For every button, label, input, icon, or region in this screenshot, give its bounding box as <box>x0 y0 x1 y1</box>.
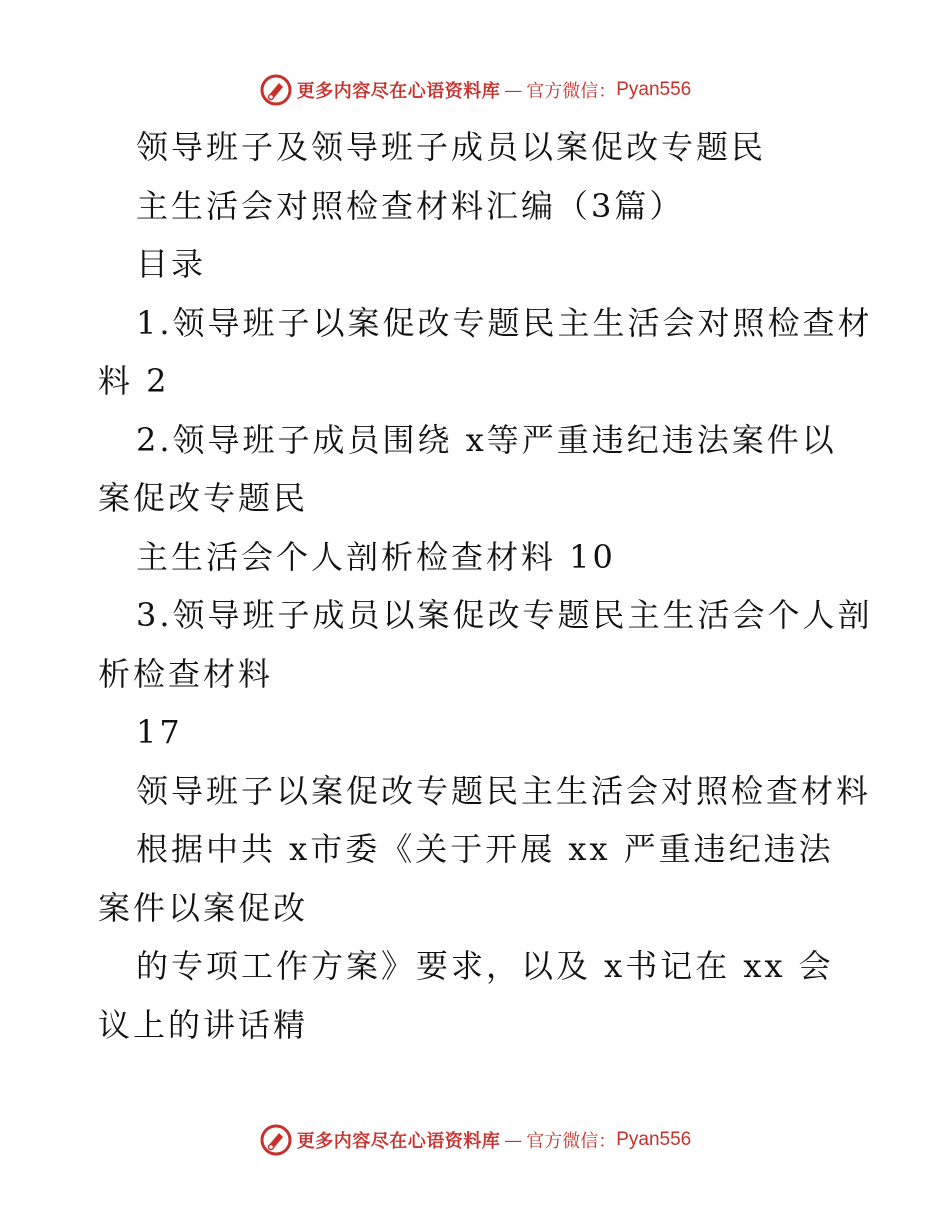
doc-line: 领导班子及领导班子成员以案促改专题民 <box>136 128 767 166</box>
doc-line: 主生活会对照检查材料汇编（3篇） <box>136 186 685 225</box>
doc-line: 析检查材料 <box>98 654 274 693</box>
wechat-id: Pyan556 <box>616 1129 692 1150</box>
banner-text: 更多内容尽在心语资料库 <box>296 81 501 102</box>
doc-line: 1.领导班子以案促改专题民主生活会对照检查材 <box>136 303 873 342</box>
wechat-label: 官方微信： <box>526 81 617 102</box>
doc-line: 主生活会个人剖析检查材料 10 <box>136 537 616 576</box>
doc-line: 目录 <box>136 245 207 283</box>
logo-icon <box>259 1123 293 1157</box>
banner-separator: — <box>504 1129 523 1151</box>
footer-banner <box>0 1120 950 1160</box>
doc-line: 2.领导班子成员围绕 x等严重违纪违法案件以 <box>136 420 837 459</box>
doc-line: 案件以案促改 <box>98 888 309 927</box>
doc-line: 领导班子以案促改专题民主生活会对照检查材料 <box>136 771 872 810</box>
doc-line: 17 <box>136 713 183 751</box>
header-banner <box>0 70 950 110</box>
doc-line: 根据中共 x市委《关于开展 xx 严重违纪违法 <box>136 830 834 868</box>
doc-line: 议上的讲话精 <box>98 1005 309 1044</box>
doc-line: 料 2 <box>98 362 170 400</box>
logo-icon <box>259 73 293 107</box>
banner-text: 更多内容尽在心语资料库 <box>296 1131 501 1152</box>
banner-separator: — <box>504 79 523 101</box>
wechat-id: Pyan556 <box>616 79 692 100</box>
doc-line: 3.领导班子成员以案促改专题民主生活会个人剖 <box>136 596 873 634</box>
document-body <box>98 118 873 1054</box>
doc-line: 案促改专题民 <box>98 479 309 517</box>
wechat-label: 官方微信： <box>526 1131 617 1152</box>
doc-line: 的专项工作方案》要求，以及 x书记在 xx 会 <box>136 947 834 985</box>
